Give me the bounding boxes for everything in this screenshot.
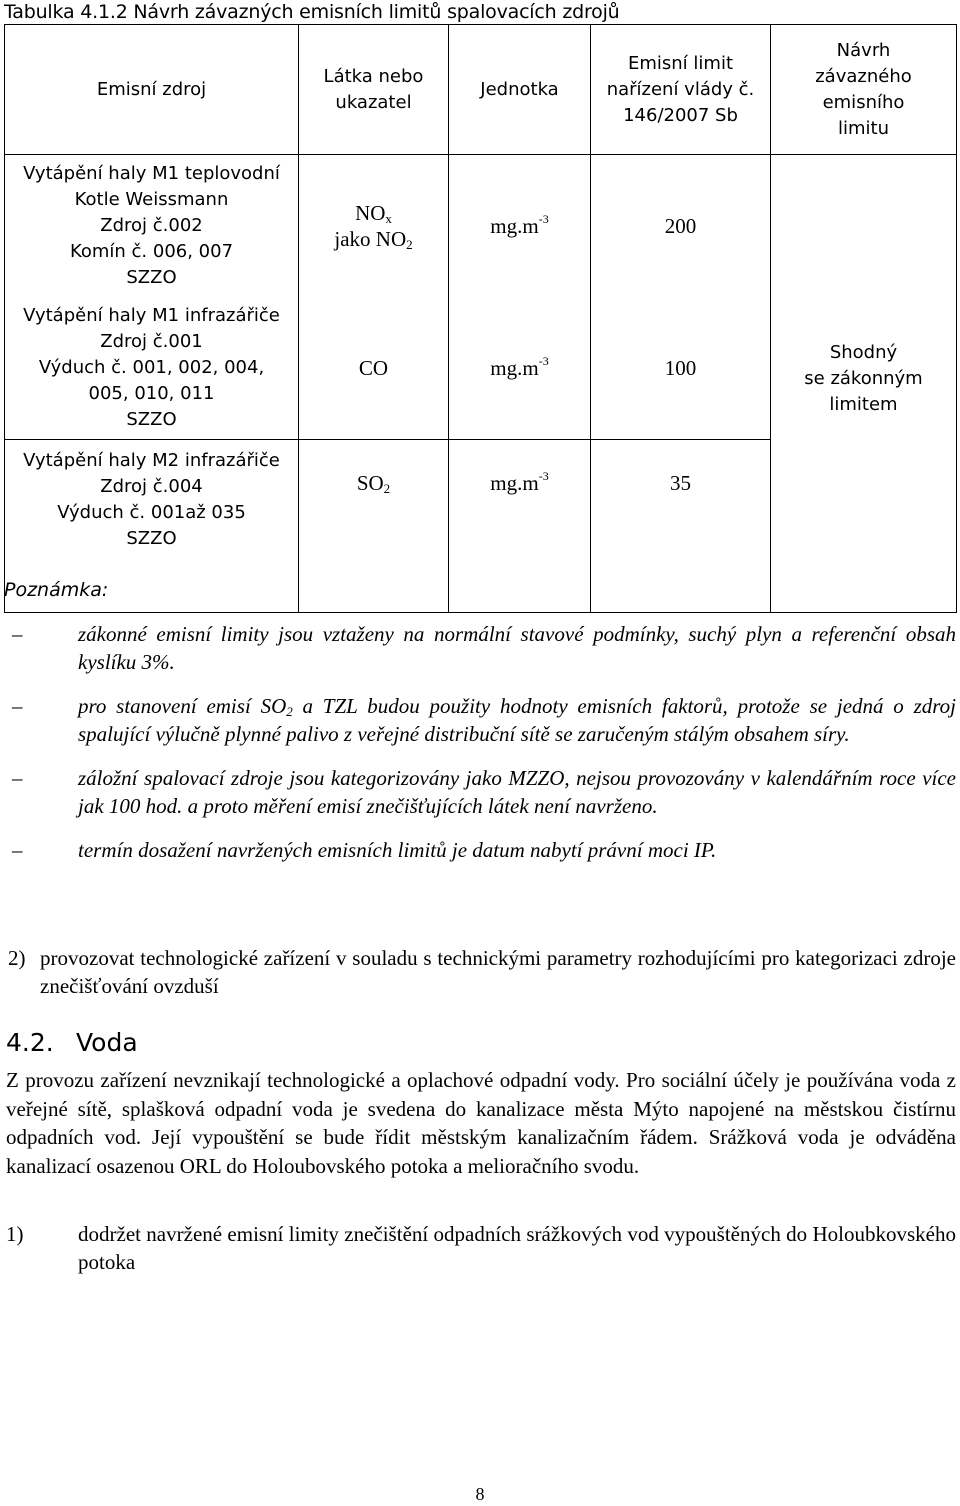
dash-bullet: – [12,622,23,646]
source-line: 005, 010, 011 [88,383,215,404]
list-item [8,620,956,676]
source-cell [5,155,299,298]
item-number: 1) [6,1222,24,1246]
body-paragraph: Z provozu zařízení nevznikají technologické a oplachové odpadní vody. Pro sociální účely je používána voda z veřejné sítě, splašková odpadní voda je svedena do kanalizace města Mýto napojené na městskou čistírnu odpadních vod. Její vypouštění se bude řídit městským kanalizačním řádem. Srážková voda je odváděna kanalizací osazenou ORL do Holoubovského potoka a melioračního svodu. [6,1068,956,1178]
dash-bullet: – [12,838,23,862]
limit-cell: 35 [591,440,771,613]
table-row [5,155,957,298]
note-text: záložní spalovací zdroje jsou kategorizovány jako MZZO, nejsou provozovány v kalendářním roce více jak 100 hod. a proto měření emisí znečišťujících látek není navrženo. [78,766,956,818]
note-sub: 2 [286,704,293,719]
unit-sup: -3 [538,469,549,483]
note-label: Poznámka: [4,579,109,601]
page-number: 8 [475,1484,485,1504]
list-item [8,692,956,748]
limit-cell: 100 [591,297,771,440]
source-line: SZZO [126,409,177,430]
section-number: 4.2. [6,1028,54,1057]
substance-sub: x [385,211,392,226]
substance-text-2 [299,226,448,252]
substance-cell: CO [299,297,449,440]
list-item [8,836,956,864]
proposal-line: limitem [829,393,898,415]
list-item [8,764,956,820]
unit-cell [449,297,591,440]
header-proposal-text: Návrh závazného emisního limitu [815,39,912,139]
source-line: Vytápění haly M1 teplovodní [23,163,280,184]
note-text-a: pro stanovení emisí SO [78,694,287,718]
source-line: Zdroj č.001 [100,331,203,352]
source-line: Zdroj č.004 [100,476,203,497]
source-line: SZZO [126,528,177,549]
note-text [78,694,956,746]
unit-sup: -3 [538,212,549,226]
header-substance [299,25,449,155]
source-line: Vytápění haly M1 infrazářiče [23,305,280,326]
source-cell [5,297,299,440]
dash-bullet: – [12,694,23,718]
header-unit: Jednotka [449,25,591,155]
substance-cell [299,440,449,613]
source-line: Výduch č. 001až 035 [57,502,246,523]
header-limit-nv-text: Emisní limit nařízení vlády č. 146/2007 Sb [606,52,755,126]
unit-cell [449,440,591,613]
table-caption: Tabulka 4.1.2 Návrh závazných emisních limitů spalovacích zdrojů [4,1,620,23]
item-number: 2) [8,946,26,970]
numbered-item-1 [6,1220,956,1276]
note-text: termín dosažení navržených emisních limitů je datum nabytí právní moci IP. [78,838,717,862]
source-line: SZZO [126,267,177,288]
header-proposal [771,25,957,155]
unit-text: mg.m [490,214,539,238]
numbered-item-2 [8,944,956,1000]
substance-cell [299,155,449,298]
emission-limits-table [4,24,957,613]
dash-bullet: – [12,766,23,790]
substance-text [299,200,448,226]
item-text: provozovat technologické zařízení v souladu s technickými parametry rozhodujícími pro kategorizaci zdroje znečišťování ovzduší [40,946,956,998]
source-line: Komín č. 006, 007 [69,241,234,262]
section-title: Voda [76,1028,138,1057]
proposal-text [771,340,956,418]
header-limit-nv [591,25,771,155]
unit-sup: -3 [538,354,549,368]
proposal-line: se zákonným [804,367,923,389]
unit-text: mg.m [490,471,539,495]
substance-main: SO [356,471,384,495]
substance-line2: jako NO [334,227,407,251]
unit-cell [449,155,591,298]
source-line: Kotle Weissmann [74,189,229,210]
notes-list [8,620,956,880]
limit-cell: 200 [591,155,771,298]
substance-main: NO [355,201,386,225]
source-line: Zdroj č.002 [100,215,203,236]
section-heading [6,1028,138,1058]
proposal-line: Shodný [829,341,898,363]
substance-sub: 2 [383,481,391,496]
note-text: zákonné emisní limity jsou vztaženy na normální stavové podmínky, suchý plyn a referenční obsah kyslíku 3%. [78,622,956,674]
substance-line2-sub: 2 [406,237,413,252]
table-header-row [5,25,957,155]
header-substance-text: Látka nebo ukazatel [323,65,424,113]
unit-text: mg.m [490,356,539,380]
item-text: dodržet navržené emisní limity znečištění odpadních srážkových vod vypouštěných do Holoubkovského potoka [78,1222,956,1274]
header-source: Emisní zdroj [5,25,299,155]
proposal-cell [771,155,957,613]
note-text-b: a TZL budou použity hodnoty emisních faktorů, protože se jedná o zdroj spalující výlučně plynné palivo z veřejné distribuční sítě se zaručeným stálým obsahem síry. [78,694,956,746]
source-line: Výduch č. 001, 002, 004, [38,357,265,378]
source-line: Vytápění haly M2 infrazářiče [23,450,280,471]
